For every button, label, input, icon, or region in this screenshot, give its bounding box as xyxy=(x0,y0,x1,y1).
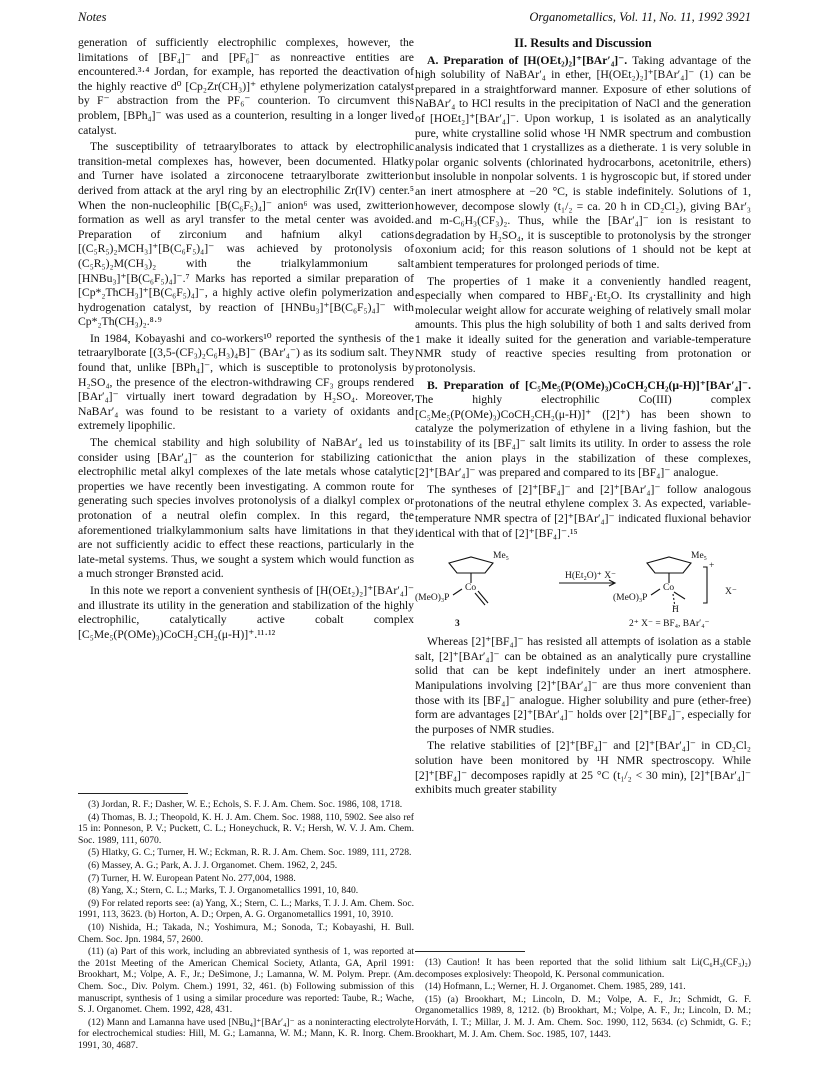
footnote: (4) Thomas, B. J.; Theopold, K. H. J. Am. Chem. Soc. 1988, 110, 5902. See also ref 15 in: Ponneson, P. V.; Puckett, C. L.; Honeychuck, R. V.; Hersh, W. V. J. Am. Chem. Soc. 1989, 111, 6070. xyxy=(78,811,414,846)
bond-line xyxy=(674,592,685,599)
body-paragraph xyxy=(415,54,751,273)
body-paragraph: generation of sufficiently electrophilic complexes, however, the limitations of [BF₄]⁻ and [PF₆]⁻ as nonreactive entities are encountered.³·⁴ Jordan, for example, has reported the deactivation of the highly reactive d⁰ [Cp₂Zr(CH₃)]⁺ ethylene polymerization catalyst by F⁻ abstraction from the PF₆⁻ counterion. To circumvent this problem, [BPh₄]⁻ was used as a counterion, resulting in a longer lived catalyst. xyxy=(78,36,414,137)
body-paragraph: The relative stabilities of [2]⁺[BF₄]⁻ and [2]⁺[BAr′₄]⁻ in CD₂Cl₂ solution have been monitored by ¹H NMR spectroscopy. While [2]⁺[BF₄]⁻ decomposes rapidly at 25 °C (t₁/₂ < 30 min), [2]⁺[BAr′₄]⁻ exhibits much greater stability xyxy=(415,739,751,797)
body-paragraph: The syntheses of [2]⁺[BF₄]⁻ and [2]⁺[BAr′₄]⁻ follow analogous protonations of the neutral ethylene complex 3. As expected, variable-temperature NMR spectra of [2]⁺[BAr′₄]⁻ indicated fluxional behavior identical with that of [2]⁺[BF₄]⁻.¹⁵ xyxy=(415,482,751,540)
footnote: (14) Hofmann, L.; Werner, H. J. Organomet. Chem. 1985, 289, 141. xyxy=(425,981,686,993)
bond-line xyxy=(475,593,485,605)
subsection-text: The highly electrophilic Co(III) complex [C₅Me₅(P(OMe)₃)CoCH₂CH₂(μ-H)]⁺ ([2]⁺) has been shown to catalyze the polymerization of ethylene in a living fashion, but the instability of its [BF₄]⁻ salt limits its utility. In order to assess the role that the anion plays in the stabilization of these complexes, [2]⁺[BAr′₄]⁻ was prepared and compared to its [BF₄]⁻ analogue. xyxy=(415,393,751,480)
co-label: Co xyxy=(663,583,675,594)
bracket-icon xyxy=(703,567,707,603)
footnote: (15) (a) Brookhart, M.; Lincoln, D. M.; Volpe, A. F., Jr.; Schmidt, G. F. Organometallics 1989, 8, 1212. (b) Brookhart, M.; Volpe, A. F., Jr.; Lincoln, D. M.; Horváth, I. T.; Millar, J. M. J. Am. Chem. Soc. 1990, 112, 5634. (c) Schmidt, G. F.; Brookhart, M. J. Am. Chem. Soc. 1985, 107, 1443. xyxy=(415,993,751,1040)
subsection-title: A. Preparation of [H(OEt₂)₂]⁺[BAr′₄]⁻. xyxy=(427,53,628,67)
body-paragraph: In this note we report a convenient synthesis of [H(OEt₂)₂]⁺[BAr′₄]⁻ and illustrate its utility in the generation and stabilization of the highly electrophilic, catalytically active cobalt complex [C₅Me₅(P(OMe)₃)CoCH₂CH₂(μ-H)]⁺.¹¹·¹² xyxy=(78,583,414,641)
footnote: (6) Massey, A. G.; Park, A. J. J. Organomet. Chem. 1962, 2, 245. xyxy=(88,859,338,871)
footnote: (12) Mann and Lamanna have used [NBu₄]⁺[BAr′₄]⁻ as a noninteracting electrolyte for electrochemical studies: Hill, M. G.; Lamanna, W. M.; Mann, K. R. Inorg. Chem. 1991, 30, 4687. xyxy=(78,1016,414,1051)
running-head-right: Organometallics, Vol. 11, No. 11, 1992 3921 xyxy=(529,10,751,24)
ligand-label: (MeO)₃P xyxy=(613,593,648,604)
section-title: II. Results and Discussion xyxy=(514,36,652,50)
body-paragraph xyxy=(415,379,751,481)
subsection-text: Taking advantage of the high solubility of NaBAr′₄ in ether, [H(OEt₂)₂]⁺[BAr′₄]⁻ (1) can be prepared in a straightforward manner. Exposure of ether solutions of NaBAr′₄ to HCl results in the precipitation of NaCl and the generation of [HOEt₂]⁺[BAr′₄]⁻. Upon workup, 1 is isolated as an analytically pure, white crystalline solid whose ¹H NMR spectrum and combustion analysis indicated that 1 crystallizes as a dietherate. 1 is very soluble in polar organic solvents (chlorinated hydrocarbons, acetonitrile, ethers) but insoluble in nonpolar solvents. 1 is hygroscopic but, if stored under an inert atmosphere at −20 °C, is stable indefinitely. Solutions of 1, however, decompose slowly (t₁/₂ = ca. 20 h in CD₂Cl₂), giving BAr′₃ and m-C₆H₃(CF₃)₂. Thus, while the [BAr′₄]⁻ ion is resistant to degradation by H₂SO₄, it is susceptible to protonolysis by the stronger oxonium acid; for this reason solutions of 1 should not be kept at ambient temperatures for prolonged periods of time. xyxy=(415,53,751,271)
running-head-left: Notes xyxy=(78,10,107,24)
right-footnotes xyxy=(415,951,751,1041)
bond-line xyxy=(478,591,488,603)
reagent-label: H(Et₂O)⁺ X⁻ xyxy=(565,571,617,582)
footnote: (9) For related reports see: (a) Yang, X.; Stern, C. L.; Marks, T. J. J. Am. Chem. Soc. 1991, 113, 3623. (b) Horton, A. D.; Orpen, A. G. Organometallics 1991, 10, 3910. xyxy=(78,897,414,921)
body-paragraph: In 1984, Kobayashi and co-workers¹⁰ reported the synthesis of the tetraarylborate [(3,5-(CF₃)₂C₆H₃)₄B]⁻ (BAr′₄⁻) as its sodium salt. They found that, unlike [BPh₄]⁻, which is susceptible to protonolysis by H₂SO₄, the presence of the electron-withdrawing CF₃ groups rendered [BAr′₄]⁻ virtually inert toward degradation by H₂SO₄. Moreover, NaBAr′₄ was found to be resistant to a variety of oxidants and extremely lipophilic. xyxy=(78,331,414,433)
body-paragraph: The properties of 1 make it a conveniently handled reagent, especially when compared to HBF₄·Et₂O. Its crystallinity and high molecular weight allow for accurate weighing of relatively small molar amounts. This plus the high solubility of both 1 and salts derived from 1 make it ideally suited for the generation and variable-temperature NMR study of reactive species resulting from protonation or protonolysis. xyxy=(415,274,751,376)
footnote-rule xyxy=(415,951,525,952)
right-column xyxy=(415,36,751,800)
footnote: (11) (a) Part of this work, including an abbreviated synthesis of 1, was reported at the 201st Meeting of the American Chemical Society, Atlanta, GA, April 1991: Brookhart, M.; Volpe, A. F., Jr.; DeSimone, J.; Lamanna, W. M. Polym. Prepr. (Am. Chem. Soc., Div. Polym. Chem.) 1991, 32, 461. (b) Following submission of this manuscript, synthesis of 1 using a similar procedure was reported: Taube, R.; Wache, S. J. Organomet. Chem. 1992, 428, 431. xyxy=(78,946,414,1016)
footnote: (8) Yang, X.; Stern, C. L.; Marks, T. J. Organometallics 1991, 10, 840. xyxy=(88,885,359,897)
bond-line xyxy=(453,589,462,595)
left-footnotes xyxy=(78,793,414,1052)
co-label: Co xyxy=(465,583,477,594)
footnote: (13) Caution! It has been reported that the solid lithium salt Li(C₆H₃(CF₃)₂) decomposes explosively: Theopold, K. Personal communication. xyxy=(415,957,751,980)
hydride-label: H xyxy=(672,605,679,616)
body-paragraph: The chemical stability and high solubility of NaBAr′₄ led us to consider using [BAr′₄]⁻ as the counterion for stabilizing cationic electrophilic metal alkyl complexes of the late metals whose catalytic properties we have recently been investigating. A common route for generating such species involves protonolysis of a dialkyl complex or protonation of a neutral olefin complex. In this regard, the aforementioned trialkylammonium salts have limitations in that they are not sufficiently acidic to effect these reactions, particularly in the late-metal systems. Thus, we sought a system which would function as a much stronger Brønsted acid. xyxy=(78,436,414,581)
reaction-scheme xyxy=(415,547,751,631)
footnote: (7) Turner, H. W. European Patent No. 277,004, 1988. xyxy=(88,872,296,884)
cp-ring-left-icon xyxy=(449,557,493,573)
compound-3-label: 3 xyxy=(455,619,460,630)
footnote: (5) Hlatky, G. C.; Turner, H. W.; Eckman, R. R. J. Am. Chem. Soc. 1989, 111, 2728. xyxy=(88,847,412,859)
body-paragraph: The susceptibility of tetraarylborates to attack by electrophilic transition-metal complexes has, however, been documented. Hlatky and Turner have isolated a zirconocene tetraarylborate zwitterion derived from attack at the aryl ring by an electrophilic Zr(IV) center.⁵ When the non-nucleophilic [B(C₆F₅)₄]⁻ anion⁶ was used, zwitterion formation as well as aryl transfer to the metal center was avoided. Preparation of zirconium and hafnium alkyl cations [(C₅R₅)₂MCH₃]⁺[B(C₆F₅)₄]⁻ was achieved by protonolysis of (C₅R₅)₂M(CH₃)₂ with the trialkylammonium salt [HNBu₃]⁺[B(C₆F₅)₄]⁻.⁷ Marks has reported a similar preparation of [Cp*₂ThCH₃]⁺[B(C₆F₅)₄]⁻, a highly active olefin polymerization and hydrogenation catalyst, by reaction of [HNBu₃]⁺[B(C₆F₅)₄]⁻ with Cp*₂Th(CH₃)₂.⁸·⁹ xyxy=(78,140,414,329)
cp-ring-right-icon xyxy=(647,557,691,573)
ligand-label: (MeO)₃P xyxy=(415,593,450,604)
subsection-title: B. Preparation of [C₅Me₅(P(OMe)₃)CoCH₂CH₂(μ-H)]⁺[BAr′₄]⁻. xyxy=(427,378,751,392)
footnote: (10) Nishida, H.; Takada, N.; Yoshimura, M.; Sonoda, T.; Kobayashi, H. Bull. Chem. Soc. Jpn. 1984, 57, 2600. xyxy=(78,921,414,945)
me5-label: Me₅ xyxy=(493,551,509,562)
charge-label: + xyxy=(709,561,715,572)
anion-label: X⁻ xyxy=(725,587,737,598)
footnote: (3) Jordan, R. F.; Dasher, W. E.; Echols, S. F. J. Am. Chem. Soc. 1986, 108, 1718. xyxy=(88,799,403,810)
footnote-rule xyxy=(78,793,188,794)
bond-line xyxy=(651,589,660,595)
left-column xyxy=(78,36,414,644)
body-paragraph: Whereas [2]⁺[BF₄]⁻ has resisted all attempts of isolation as a stable salt, [2]⁺[BAr′₄]⁻ can be obtained as an analytically pure crystalline solid that can be kept indefinitely under an inert atmosphere. Manipulations involving [2]⁺[BAr′₄]⁻ are thus more convenient than those with its [BF₄]⁻ analogue. Higher solubility and pure (ether-free) form are advantages [2]⁺[BAr′₄]⁻ holds over [2]⁺[BF₄]⁻, especially for the purposes of NMR studies. xyxy=(415,635,751,736)
compound-2-label: 2⁺ X⁻ = BF₄, BAr′₄⁻ xyxy=(629,619,710,630)
me5-label: Me₅ xyxy=(691,551,707,562)
